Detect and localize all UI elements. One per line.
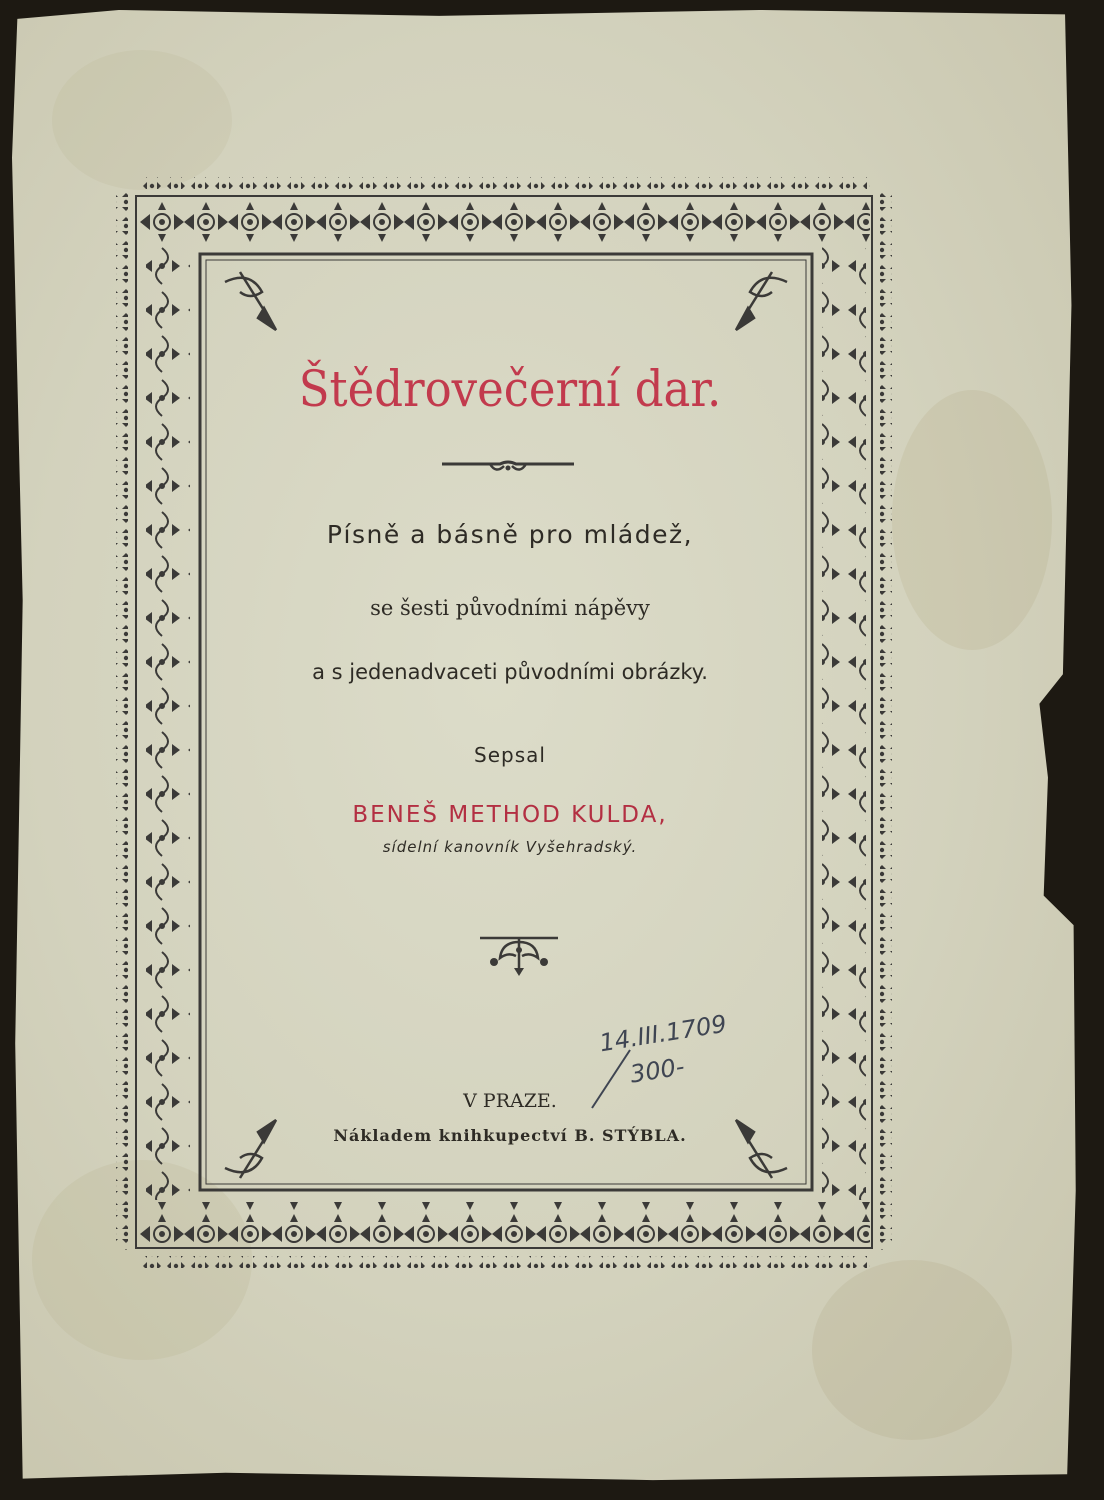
subtitle-line-3: a s jedenadvaceti původními obrázky. bbox=[312, 660, 708, 684]
border-band-left bbox=[146, 244, 190, 1200]
author-name: BENEŠ METHOD KULDA, bbox=[352, 802, 668, 828]
border-band-top bbox=[140, 200, 870, 244]
border-band-right bbox=[822, 244, 866, 1200]
border-strip-left bbox=[116, 190, 128, 1250]
scroll-divider-icon bbox=[440, 456, 576, 478]
cover-title: Štědrovečerní dar. bbox=[298, 360, 722, 418]
subtitle: Písně a básně pro mládež, bbox=[326, 520, 694, 549]
subtitle-line-2: se šesti původními nápěvy bbox=[370, 596, 650, 620]
compiled-by-label: Sepsal bbox=[474, 743, 546, 767]
fleuron-corner-icon bbox=[225, 272, 276, 330]
border-strip-right bbox=[880, 190, 892, 1250]
border-strip-bottom bbox=[140, 1256, 870, 1268]
handwritten-date: 14.III.1709 bbox=[597, 1009, 729, 1058]
fleuron-corner-icon bbox=[736, 272, 787, 330]
handwritten-number: 300- bbox=[628, 1052, 687, 1089]
border-band-bottom bbox=[140, 1200, 870, 1244]
floral-vignette-icon bbox=[478, 928, 560, 978]
author-title: sídelní kanovník Vyšehradský. bbox=[382, 838, 638, 856]
imprint-place: V PRAZE. bbox=[463, 1090, 557, 1112]
imprint-publisher: Nákladem knihkupectví B. STÝBLA. bbox=[333, 1126, 687, 1145]
border-strip-top bbox=[140, 177, 870, 189]
